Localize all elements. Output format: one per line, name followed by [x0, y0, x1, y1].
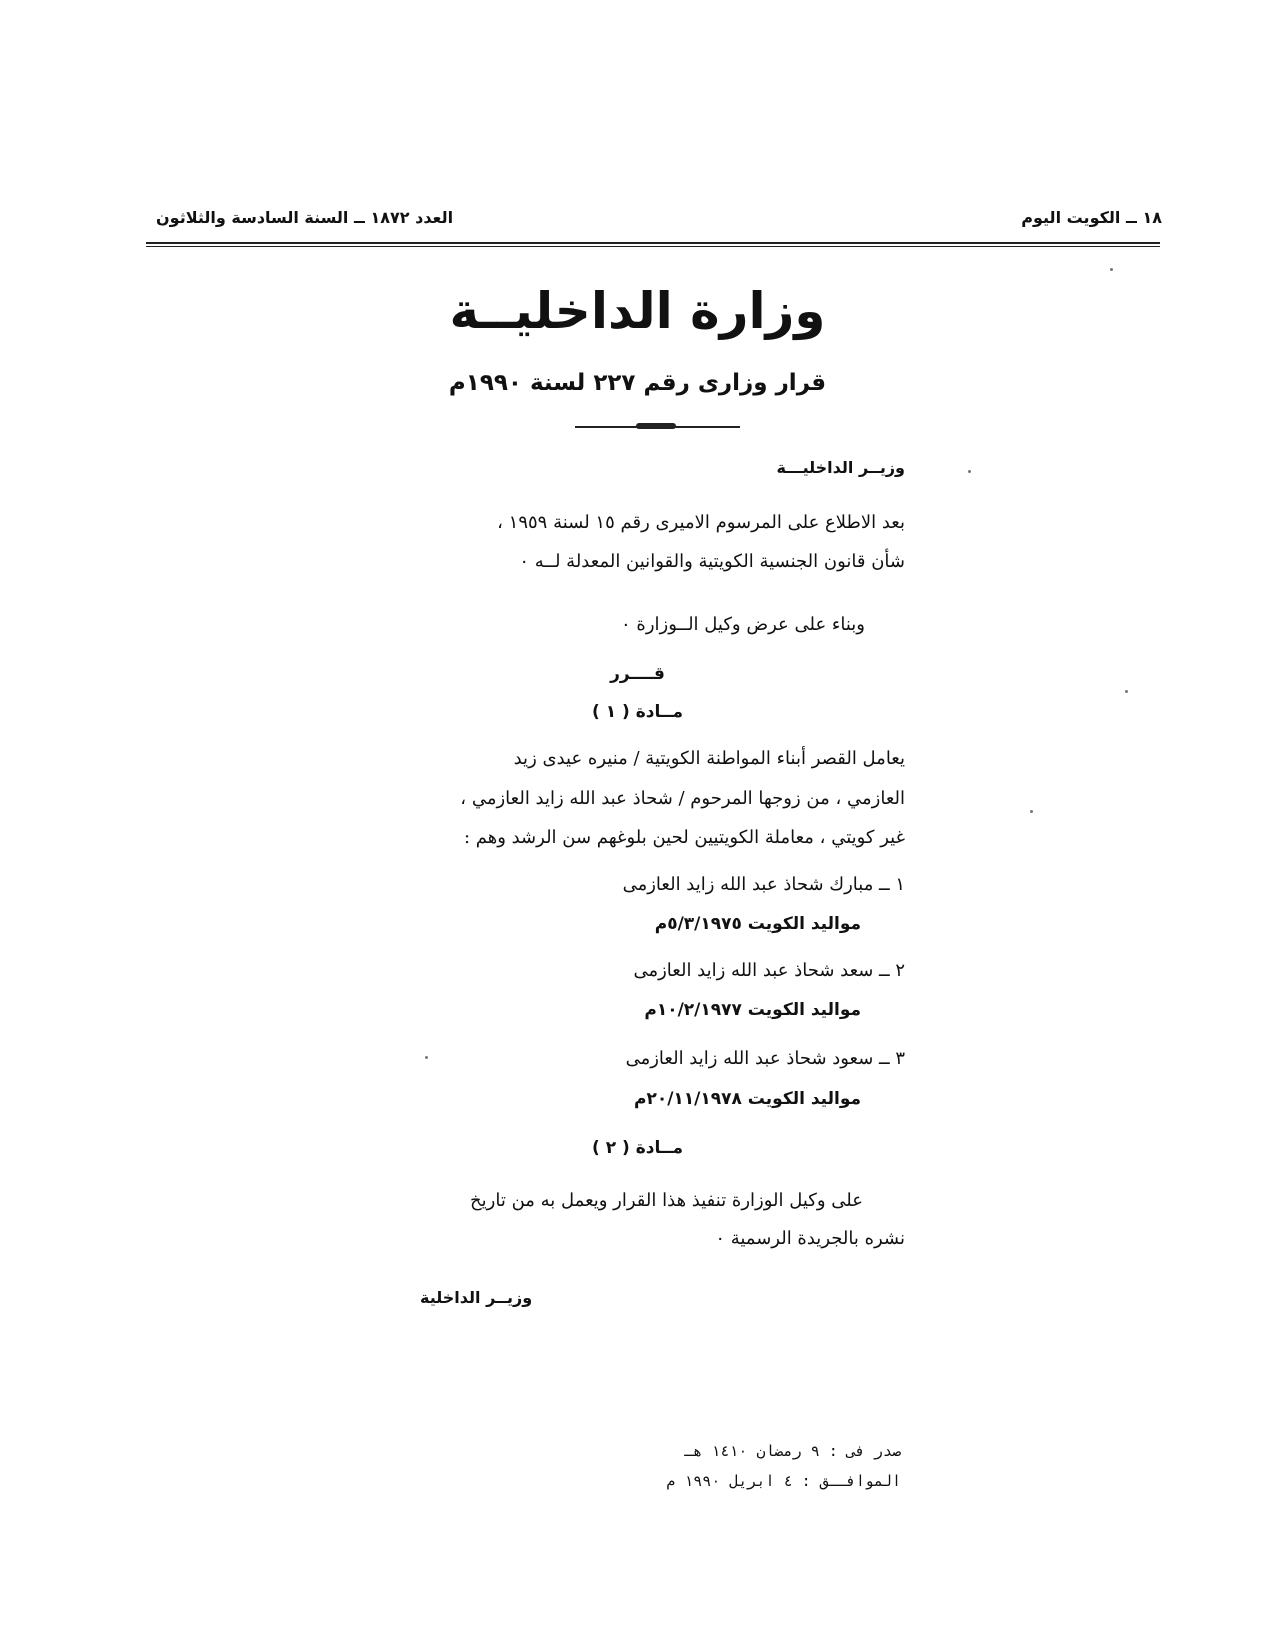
article-2-line-1: على وكيل الوزارة تنفيذ هذا القرار ويعمل به من تاريخ — [470, 1190, 863, 1211]
signature-minister: وزيــر الداخلية — [420, 1288, 533, 1307]
scan-speck — [968, 470, 971, 473]
article-1-line-2: العازمي ، من زوجها المرحوم / شحاذ عبد الله زايد العازمي ، — [460, 788, 905, 809]
issuer-label: وزيــر الداخليـــة — [776, 458, 905, 477]
decides-heading: قــــرر — [610, 664, 665, 684]
article-2-line-2: نشره بالجريدة الرسمية ٠ — [715, 1228, 905, 1249]
article-1-line-1: يعامل القصر أبناء المواطنة الكويتية / منيره عيدى زيد — [513, 748, 905, 769]
header-issue-page: ١٨ ــ الكويت اليوم — [1021, 208, 1162, 227]
child-3-name: ٣ ــ سعود شحاذ عبد الله زايد العازمى — [625, 1048, 905, 1069]
scan-speck — [425, 1056, 428, 1059]
preamble-line-3: وبناء على عرض وكيل الــوزارة ٠ — [621, 614, 865, 635]
article-1-heading: مــادة ( ١ ) — [592, 702, 683, 722]
header-rule-thin — [146, 246, 1160, 247]
article-1-line-3: غير كويتي ، معاملة الكويتيين لحين بلوغهم سن الرشد وهم : — [463, 827, 905, 848]
child-2-birth: مواليد الكويت ١٠/٢/١٩٧٧م — [644, 1000, 861, 1020]
scan-speck — [1125, 690, 1128, 693]
child-3-birth: مواليد الكويت ٢٠/١١/١٩٧٨م — [633, 1089, 861, 1109]
preamble-line-2: شأن قانون الجنسية الكويتية والقوانين المعدلة لــه ٠ — [519, 551, 905, 572]
header-rule-thick — [146, 242, 1160, 244]
divider-ornament — [636, 423, 676, 429]
header-issue-number: العدد ١٨٧٢ ــ السنة السادسة والثلاثون — [156, 208, 454, 227]
issued-gregorian-date: الموافــق : ٤ ابريل ١٩٩٠ م — [666, 1472, 901, 1490]
child-1-name: ١ ــ مبارك شحاذ عبد الله زايد العازمى — [622, 874, 905, 895]
decision-number: قرار وزارى رقم ٢٢٧ لسنة ١٩٩٠م — [448, 370, 827, 396]
scan-speck — [1030, 810, 1033, 813]
article-2-heading: مــادة ( ٢ ) — [592, 1138, 683, 1158]
child-1-birth: مواليد الكويت ٥/٣/١٩٧٥م — [654, 914, 861, 934]
scan-speck — [1110, 268, 1113, 271]
issued-hijri-date: صدر فى : ٩ رمضان ١٤١٠ هـ — [684, 1442, 901, 1460]
preamble-line-1: بعد الاطلاع على المرسوم الاميرى رقم ١٥ لسنة ١٩٥٩ ، — [497, 512, 905, 533]
page-title: وزارة الداخليــة — [449, 282, 826, 340]
child-2-name: ٢ ــ سعد شحاذ عبد الله زايد العازمى — [633, 960, 905, 981]
